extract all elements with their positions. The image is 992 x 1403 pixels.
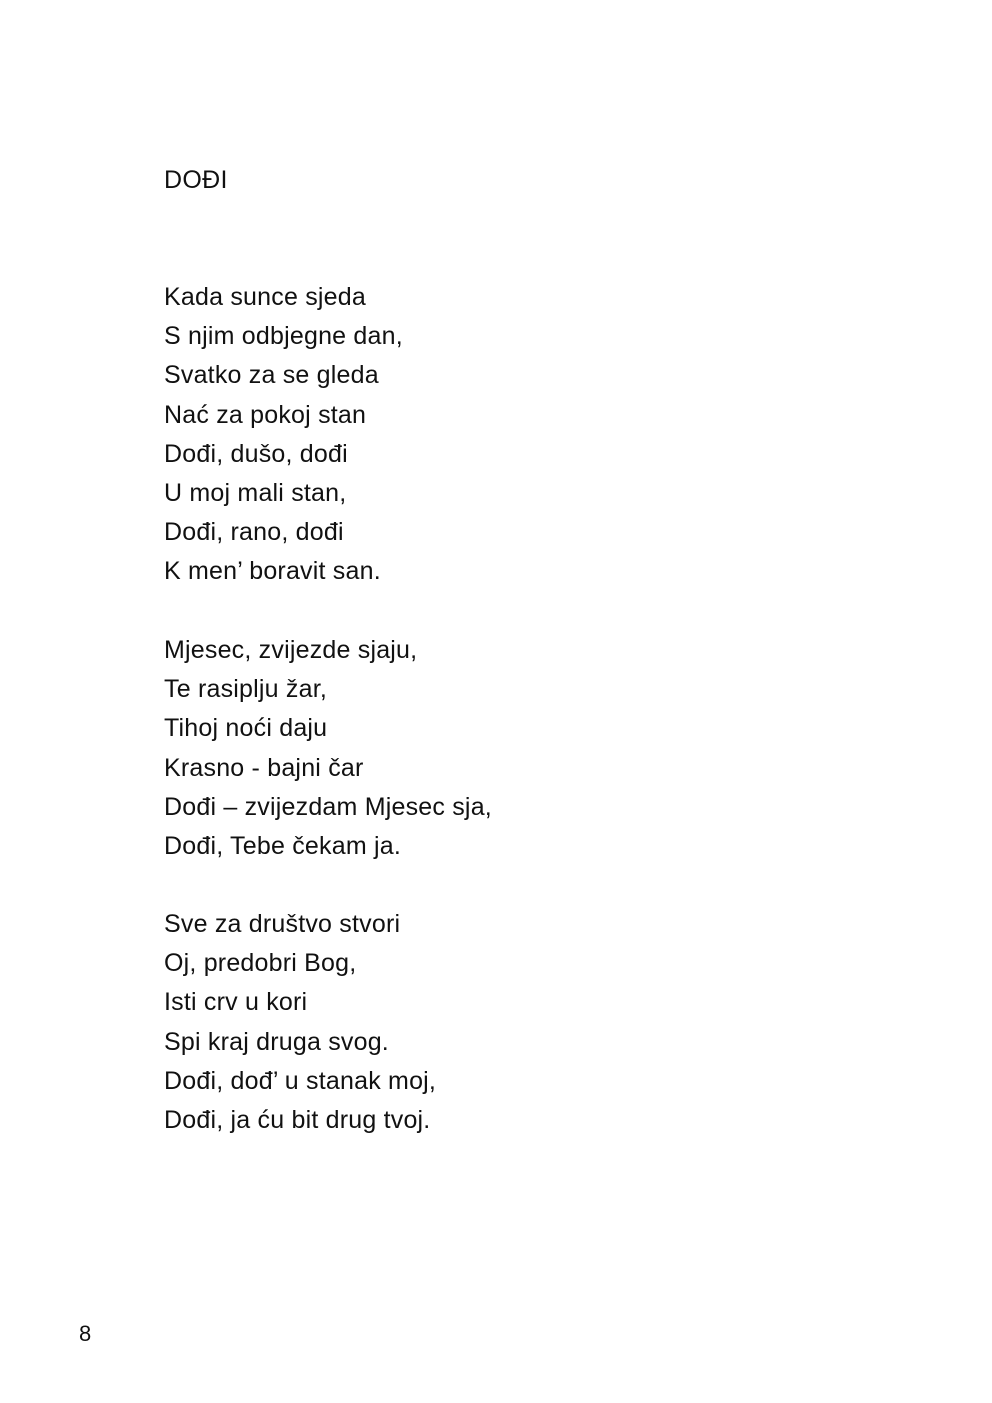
verse-line: Isti crv u kori <box>164 988 308 1017</box>
verse-line: Dođi – zvijezdam Mjesec sja, <box>164 792 492 821</box>
verse-line: Mjesec, zvijezde sjaju, <box>164 636 418 664</box>
verse-line: Nać za pokoj stan <box>164 400 367 429</box>
verse-line: Dođi, dođ’ u stanak moj, <box>164 1066 437 1095</box>
stanza <box>164 278 403 592</box>
verse-line: K men’ boravit san. <box>164 557 381 586</box>
verse-line: U moj mali stan, <box>164 479 347 508</box>
stanza <box>164 631 492 866</box>
verse-line: Te rasiplju žar, <box>164 675 327 704</box>
page-number: 8 <box>79 1321 92 1346</box>
verse-line: Dođi, ja ću bit drug tvoj. <box>164 1106 431 1135</box>
verse-line: Kada sunce sjeda <box>164 283 366 311</box>
poem-title: DOĐI <box>164 166 228 194</box>
verse-line: S njim odbjegne dan, <box>164 322 403 351</box>
verse-line: Svatko za se gleda <box>164 361 379 390</box>
verse-line: Spi kraj druga svog. <box>164 1027 389 1056</box>
verse-line: Oj, predobri Bog, <box>164 949 357 978</box>
verse-line: Dođi, rano, dođi <box>164 518 344 547</box>
verse-line: Dođi, dušo, dođi <box>164 439 348 468</box>
verse-line: Dođi, Tebe čekam ja. <box>164 832 401 861</box>
verse-line: Sve za društvo stvori <box>164 910 401 938</box>
verse-line: Tihoj noći daju <box>164 714 328 743</box>
verse-line: Krasno - bajni čar <box>164 753 364 782</box>
stanza <box>164 905 436 1140</box>
